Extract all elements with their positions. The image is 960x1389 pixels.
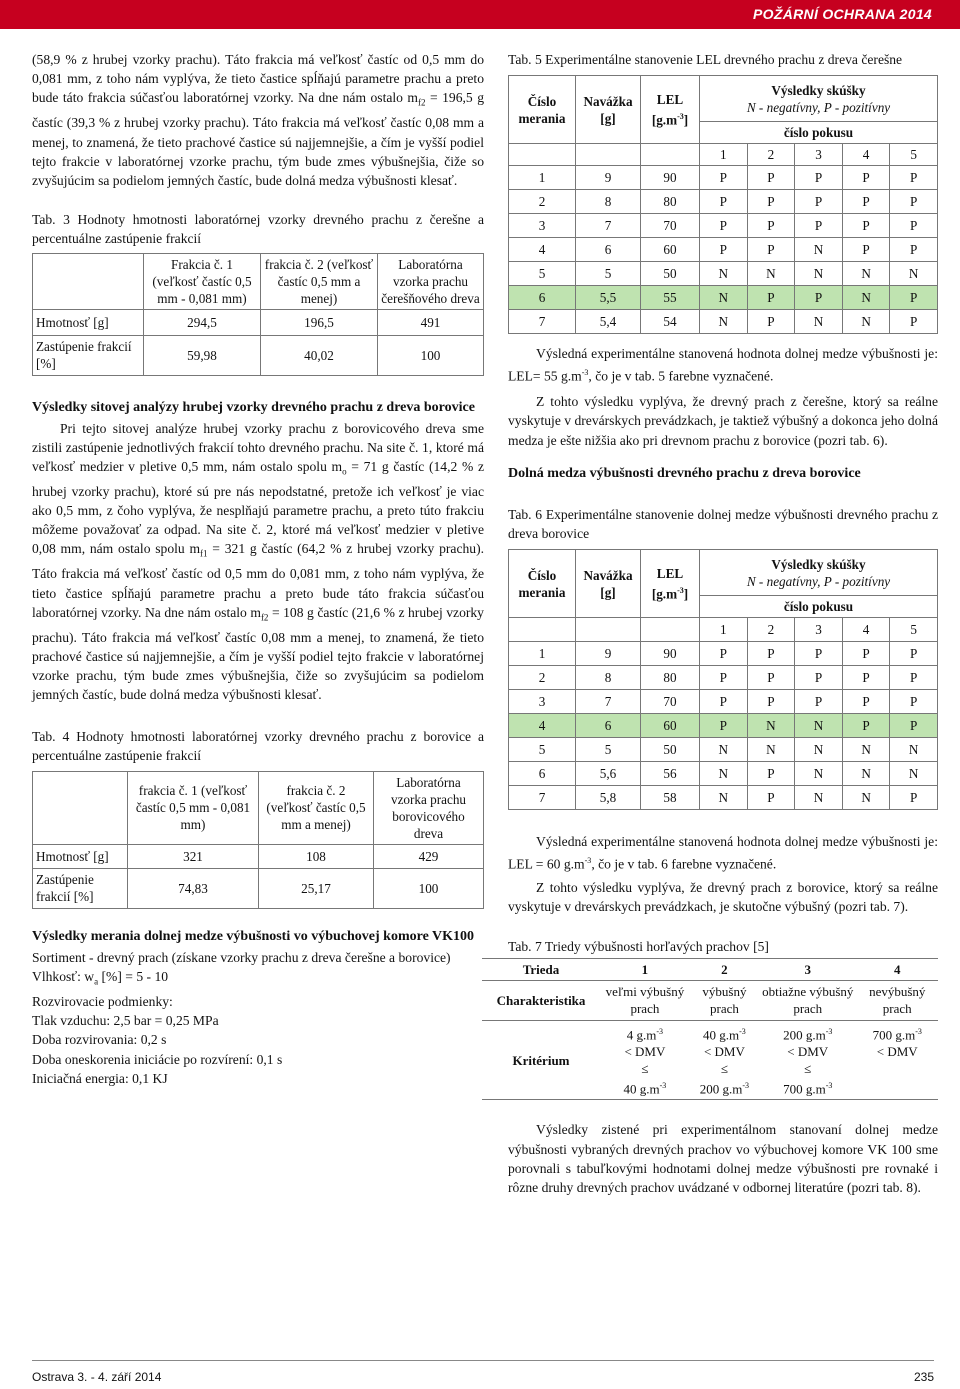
table-7: Trieda 1 2 3 4 Charakteristika veľmi výbušný prach výbušný prach obtiažne výbušný prach nevýbušný prach Kritérium 4 $g.m^{-3}$ < DMV ≤ 40 $g.m^{-3}$ 40 $g.m^{-3}$ < DMV ≤ 200 $g.m^{-3}$ 200 $g.m^{-3}$ < DMV ≤ 700 $g.m^{-3}$ 700 $g.m^{-3}$ < DMV (482, 958, 938, 1101)
paragraph: Z tohto výsledku vyplýva, že drevný prach z čerešne, ktorý sa reálne vyskytuje v drevárskych prevádzkach, je taktiež výbušný a dokonca jeho dolná medza je ešte nižšia ako pri drevnom prachu z borovice (pozri tab. 6). (508, 394, 938, 448)
paragraph: Výsledná experimentálne stanovená hodnota dolnej medze výbušnosti je: LEL= 55 $g.m^{-3}$, čo je v tab. 5 farebne vyznačené. (508, 346, 938, 384)
left-column (32, 50, 484, 1088)
paragraph: (58,9 % z hrubej vzorky prachu). Táto frakcia má veľkosť častíc od 0,5 mm do 0,081 mm, z toho nám vyplýva, že tieto častice spĺňajú parametre prachu a preto bude táto frakcia súčasťou laboratórnej vzorky. Na dne nám ostalo $m_{f2} = 196,5$ g častíc (39,3 % z hrubej vzorky prachu). Táto frakcia má veľkosť častíc 0,08 mm a menej, to znamená, že tieto prachové častice sú najjemnejšie, a čím je vyšší podiel tejto frakcie v laboratórnej vzorke prachu, tým bude zmes výbušnejšia, čiže so zvyšujúcim sa podielom jemných častíc, bude dolná medza výbušnosti klesať. (32, 52, 484, 188)
table-row: 4 6 60 P P N P P (509, 238, 938, 262)
journal-header-bar (0, 0, 960, 29)
table-row: 1 9 90 P P P P P (509, 642, 938, 666)
text-line: Rozvirovacie podmienky: (32, 994, 173, 1010)
table-row-highlighted: 6 5,5 55 N P P N P (509, 286, 938, 310)
journal-title: POŽÁRNÍ OCHRANA 2014 (753, 6, 932, 22)
table-row: 3 7 70 P P P P P (509, 214, 938, 238)
table-caption: Tab. 6 Experimentálne stanovenie dolnej medze výbušnosti drevného prachu z dreva borovice (508, 506, 938, 541)
text-line: Iniciačná energia: 0,1 KJ (32, 1070, 168, 1086)
page-footer (32, 1370, 934, 1384)
paragraph: Výsledná experimentálne stanovená hodnota dolnej medze výbušnosti je: LEL = 60 $g.m^{-3}$, čo je v tab. 6 farebne vyznačené. (508, 834, 938, 872)
text-line: Doba oneskorenia iniciácie po rozvírení: 0,1 s (32, 1051, 283, 1067)
table-caption: Tab. 5 Experimentálne stanovenie LEL drevného prachu z dreva čerešne (508, 52, 903, 67)
paragraph: Výsledky zistené pri experimentálnom stanovaní dolnej medze výbušnosti vybraných drevných prachov vo výbuchovej komore VK 100 sme porovnali s tabuľkovými hodnotami dolnej medze výbušnosti pre rovnaké i rôzne druhy drevných prachov uvádzané v odbornej literatúre (pozri tab. 8). (508, 1122, 938, 1195)
text-line: Doba rozvirovania: 0,2 s (32, 1032, 167, 1048)
section-heading: Výsledky sitovej analýzy hrubej vzorky drevného prachu z dreva borovice (32, 399, 475, 415)
table-row: 1 9 90 P P P P P (509, 166, 938, 190)
table-5: Číslo merania Navážka [g] LEL $[g.m^{-3}]$ Výsledky skúšky N - negatívny, P - pozitívny číslo pokusu 1 2 3 4 5 1 9 90 P P P P P 2 8 80 P P P P P 3 7 70 P P P P P 4 6 60 P P N P P 5 5 50 N N N N N 6 5,5 55 N P P N P 7 5,4 54 N P N N P (508, 75, 938, 334)
table-row-highlighted: 4 6 60 P N N P P (509, 714, 938, 738)
table-row: 6 5,6 56 N P N N N (509, 762, 938, 786)
page-number: 235 (913, 1370, 934, 1384)
section-heading: Dolná medza výbušnosti drevného prachu z dreva borovice (508, 465, 861, 481)
table-row: 3 7 70 P P P P P (509, 690, 938, 714)
table-row: 7 5,4 54 N P N N P (509, 310, 938, 334)
table-row: 2 8 80 P P P P P (509, 666, 938, 690)
text-line: Tlak vzduchu: 2,5 bar = 0,25 MPa (32, 1013, 219, 1029)
footer-conference: Ostrava 3. - 4. září 2014 (32, 1370, 162, 1384)
table-4: frakcia č. 1 (veľkosť častíc 0,5 mm - 0,081 mm) frakcia č. 2 (veľkosť častíc 0,5 mm a menej) Laboratórna vzorka prachu borovicového dreva Hmotnosť [g] 321 108 429 Zastúpenie frakcií [%] 74,83 25,17 100 (32, 771, 484, 909)
table-caption: Tab. 7 Triedy výbušnosti horľavých prachov [5] (508, 938, 769, 954)
text-line: Vlhkosť: $w_a$ [%] = 5 - 10 (32, 969, 169, 987)
paragraph: Z tohto výsledku vyplýva, že drevný prach z borovice, ktorý sa reálne vyskytuje v drevárskych prevádzkach, je skutočne výbušný (pozri tab. 7). (508, 880, 938, 915)
table-row: 5 5 50 N N N N N (509, 738, 938, 762)
text-line: Sortiment - drevný prach (získane vzorky prachu z dreva čerešne a borovice) (32, 949, 451, 965)
table-row: 2 8 80 P P P P P (509, 190, 938, 214)
table-row: 7 5,8 58 N P N N P (509, 786, 938, 810)
table-caption: Tab. 3 Hodnoty hmotnosti laboratórnej vzorky drevného prachu z čerešne a percentuálne zastúpenie frakcií (32, 212, 484, 247)
right-column (496, 50, 938, 1197)
table-row: 5 5 50 N N N N N (509, 262, 938, 286)
paragraph: Pri tejto sitovej analýze hrubej vzorky prachu z borovicového dreva sme zistili zastúpenie jednotlivých frakcií tohto drevného prachu. Na site č. 1, ktoré má veľkosť medzier v pletive 0,5 mm, nám ostalo spolu $m_o = 71$ g častíc (14,2 % z hrubej vzorky prachu), ktoré sú pre nás nepodstatné, pretože ich veľkosť je viac ako 0,5 mm, z čoho vyplýva, že nesplňajú parametre prachu, a preto túto frakciu môžeme považovať za odpad. Na site č. 2, ktoré má veľkosť medzier v pletive 0,08 mm, nám ostalo spolu $m_{f1} = 321$ g častíc (64,2 % z hrubej vzorky prachu). Táto frakcia má veľkosť častíc od 0,5 mm do 0,081 mm, z toho nám vyplýva, že tieto častice spĺňajú parametre prachu a preto bude táto frakcia súčasťou laboratórnej vzorky. Na dne nám ostalo $m_{f2} = 108$ g častíc (21,6 % z hrubej vzorky prachu). Táto frakcia má veľkosť častíc 0,08 mm a menej, to znamená, že tieto prachové častice sú najjemnejšie, a čím je vyšší podiel tejto frakcie v laboratórnej vzorke prachu, tým bude zmes výbušnejšia, čiže so zvyšujúcim sa podielom jemných častíc, bude dolná medza výbušnosti klesať. (32, 420, 485, 703)
table-caption: Tab. 4 Hodnoty hmotnosti laboratórnej vzorky drevného prachu z borovice a percentuálne zastúpenie frakcií (32, 728, 484, 763)
section-heading: Výsledky merania dolnej medze výbušnosti vo výbuchovej komore VK100 (32, 928, 475, 944)
table-3: Frakcia č. 1 (veľkosť častíc 0,5 mm - 0,081 mm) frakcia č. 2 (veľkosť častíc 0,5 mm a menej) Laboratórna vzorka prachu čerešňového dreva Hmotnosť [g] 294,5 196,5 491 Zastúpenie frakcií [%] 59,98 40,02 100 (32, 253, 484, 376)
table-6: Číslo merania Navážka [g] LEL $[g.m^{-3}]$ Výsledky skúšky N - negatívny, P - pozitívny číslo pokusu 1 2 3 4 5 1 9 90 P P P P P 2 8 80 P P P P P 3 7 70 P P P P P 4 6 60 P N N P P 5 5 50 N N N N N 6 5,6 56 N P N N N 7 5,8 58 N P N N P (508, 549, 938, 810)
